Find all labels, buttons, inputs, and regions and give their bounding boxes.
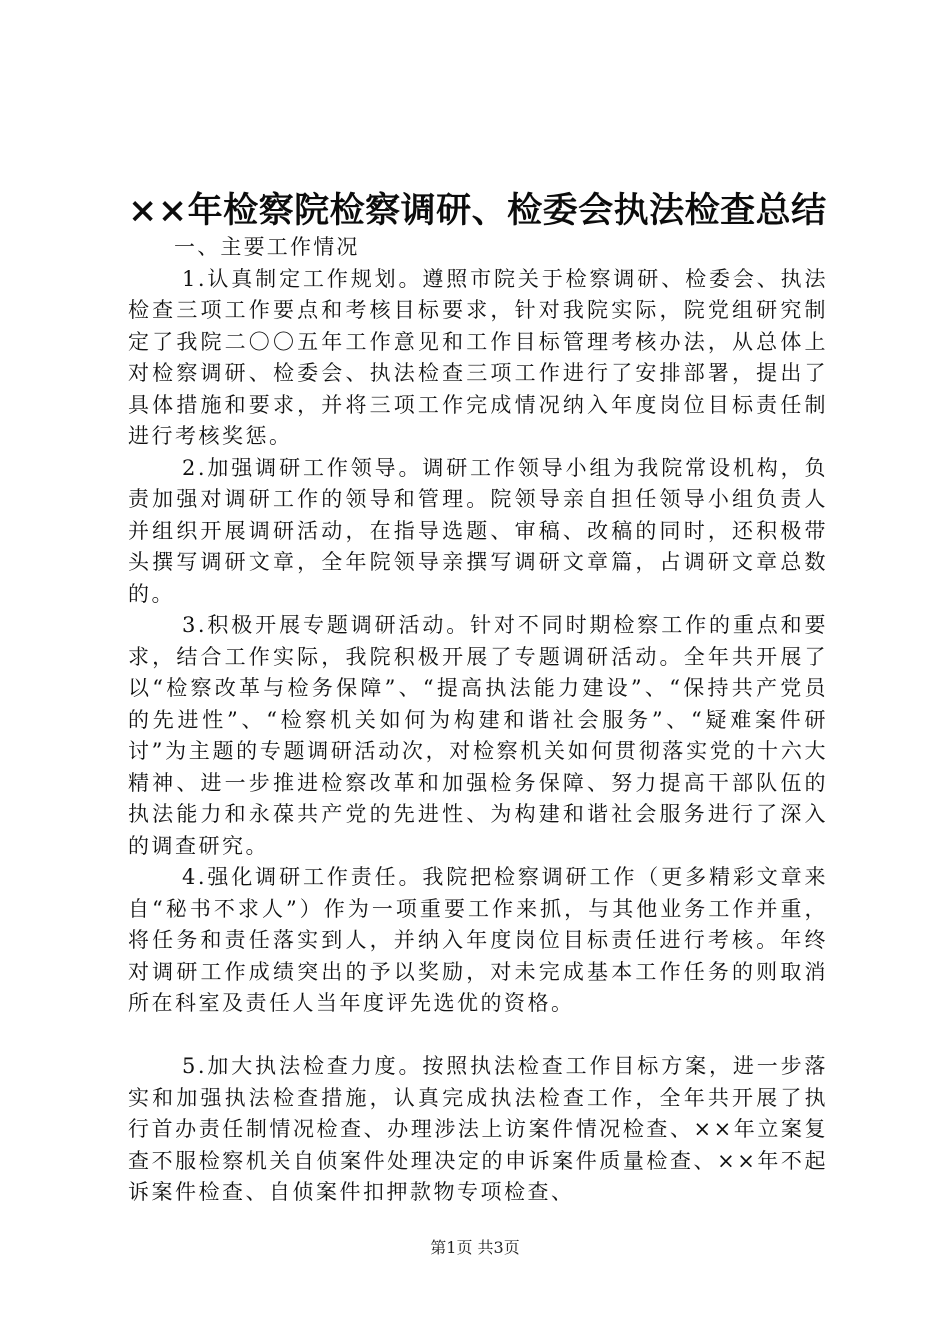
section-heading: 一、主要工作情况 bbox=[174, 235, 360, 259]
document-body bbox=[128, 232, 828, 1209]
paragraph-5: 5.加大执法检查力度。按照执法检查工作目标方案，进一步落实和加强执法检查措施，认真完成执法检查工作，全年共开展了执行首办责任制情况检查、办理涉法上访案件情况检查、××年立案复查不服检察机关自侦案件处理决定的申诉案件质量检查、××年不起诉案件检查、自侦案件扣押款物专项检查、 bbox=[128, 1054, 828, 1204]
paragraph-2: 2.加强调研工作领导。调研工作领导小组为我院常设机构，负责加强对调研工作的领导和管理。院领导亲自担任领导小组负责人并组织开展调研活动，在指导选题、审稿、改稿的同时，还积极带头撰写调研文章，全年院领导亲撰写调研文章篇，占调研文章总数的。 bbox=[128, 455, 828, 606]
document-title: ××年检察院检察调研、检委会执法检查总结 bbox=[128, 190, 827, 231]
paragraph-4: 4.强化调研工作责任。我院把检察调研工作（更多精彩文章来自“秘书不求人”）作为一项重要工作来抓，与其他业务工作并重，将任务和责任落实到人，并纳入年度岗位目标责任进行考核。年终对调研工作成绩突出的予以奖励，对未完成基本工作任务的则取消所在科室及责任人当年度评先选优的资格。 bbox=[128, 865, 828, 1015]
paragraph-3: 3.积极开展专题调研活动。针对不同时期检察工作的重点和要求，结合工作实际，我院积极开展了专题调研活动。全年共开展了以“检察改革与检务保障”、“提高执法能力建设”、“保持共产党员的先进性”、“检察机关如何为构建和谐社会服务”、“疑难案件研讨”为主题的专题调研活动次，对检察机关如何贯彻落实党的十六大精神、进一步推进检察改革和加强检务保障、努力提高干部队伍的执法能力和永葆共产党的先进性、为构建和谐社会服务进行了深入的调查研究。 bbox=[128, 613, 828, 858]
page-footer: 第1页 共3页 bbox=[430, 1238, 520, 1257]
paragraph-1: 1.认真制定工作规划。遵照市院关于检察调研、检委会、执法检查三项工作要点和考核目标要求，针对我院实际，院党组研究制定了我院二〇〇五年工作意见和工作目标管理考核办法，从总体上对检察调研、检委会、执法检查三项工作进行了安排部署，提出了具体措施和要求，并将三项工作完成情况纳入年度岗位目标责任制进行考核奖惩。 bbox=[128, 266, 828, 448]
